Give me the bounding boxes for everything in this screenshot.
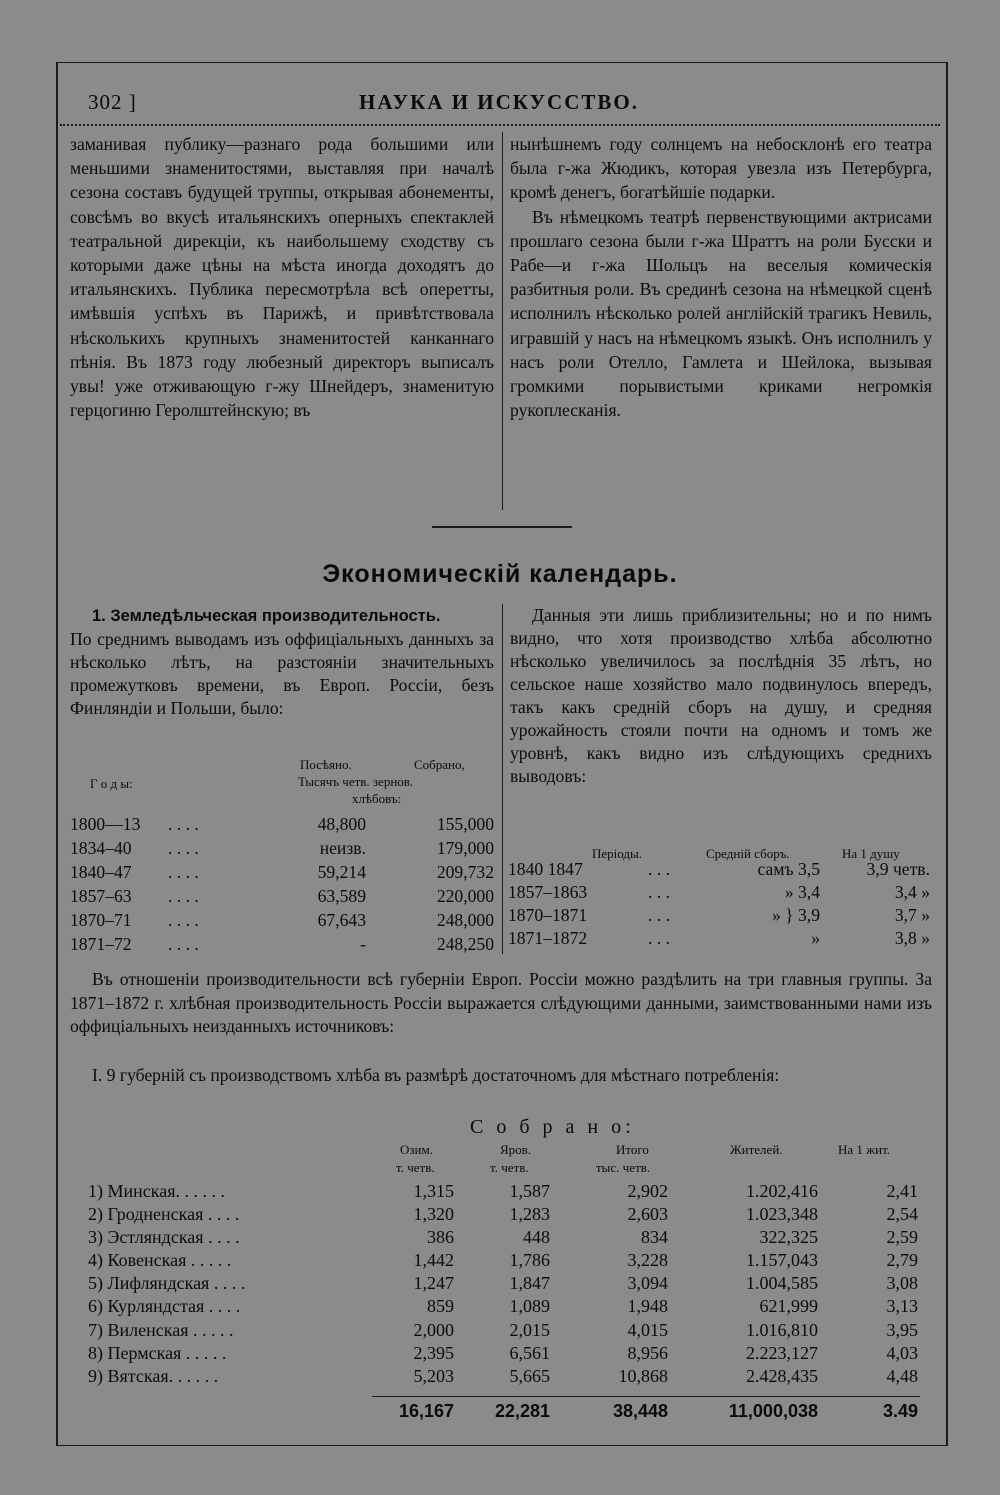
cell-winter: 2,395 <box>413 1342 454 1363</box>
cell-per-inhabitant: 2,54 <box>886 1204 918 1225</box>
cell-spring: 2,015 <box>509 1319 550 1340</box>
column-head-winter: Озим. <box>400 1142 433 1157</box>
cell-total: 3,228 <box>627 1250 668 1271</box>
cell-total: 2,902 <box>627 1181 668 1201</box>
running-header <box>64 90 934 120</box>
cell-dots: . . . . <box>168 862 199 882</box>
total-per-inhabitant: 3.49 <box>882 1401 918 1421</box>
total-winter: 16,167 <box>398 1401 454 1421</box>
cell-spring: 6,561 <box>509 1342 550 1363</box>
cell-province: 2) Гродненская . . . . <box>88 1204 240 1225</box>
column-head-total: Итого <box>616 1142 649 1157</box>
cell-per-inhabitant: 3,08 <box>886 1273 918 1294</box>
table-row <box>88 1365 918 1388</box>
totals-row <box>88 1400 918 1423</box>
cell-winter: 1,442 <box>413 1250 454 1271</box>
cell-province: 5) Лифляндская . . . . <box>88 1273 246 1294</box>
mid-right-column <box>510 604 932 788</box>
cell-gathered: 209,732 <box>436 862 494 882</box>
running-title: НАУКА И ИСКУССТВО. <box>359 90 639 114</box>
cell-per-soul: 3,7 » <box>894 905 930 925</box>
column-head-units: т. четв. <box>396 1160 435 1175</box>
cell-average: самъ 3,5 <box>757 859 820 879</box>
table-provinces-totals <box>88 1400 918 1423</box>
column-head-units: Тысячъ четв. зернов. <box>298 774 414 789</box>
cell-population: 1.202,416 <box>746 1181 818 1201</box>
cell-per-inhabitant: 2,41 <box>886 1181 918 1201</box>
cell-total: 834 <box>641 1227 668 1248</box>
cell-total: 2,603 <box>627 1204 668 1225</box>
section-divider <box>432 526 572 528</box>
cell-total: 8,956 <box>627 1342 668 1363</box>
table-row <box>508 881 930 904</box>
table-row <box>70 812 494 836</box>
cell-winter: 859 <box>427 1296 454 1317</box>
table-average-yield <box>508 858 930 950</box>
cell-dots: . . . <box>648 928 670 948</box>
cell-dots: . . . . <box>168 886 199 906</box>
paragraph: заманивая публику—разнаго рода большими или меньшими знаменитостями, выставляя при началѣ сезона составъ будущей труппы, открывая абонементы, совсѣмъ во вкусѣ итальянскихъ оперныхъ спектаклей театральной дирекціи, къ наибольшему сходству съ которыми даже цѣны на мѣста иногда доходятъ до итальянскихъ. Публика пересмотрѣла всѣ оперетты, имѣвшія успѣхъ въ Парижѣ, и привѣтствовала нѣсколькихъ крупныхъ знаменитостей канканнаго пѣнія. Въ 1873 году любезный директоръ выписалъ увы! уже отживающую г-жу Шнейдеръ, знаменитую герцогиню Геролштейнскую; въ <box>70 134 494 421</box>
table-row <box>508 858 930 881</box>
cell-population: 322,325 <box>759 1227 818 1248</box>
cell-dots: . . . <box>648 905 670 925</box>
table-provinces <box>88 1180 918 1388</box>
cell-dots: . . . . <box>168 910 199 930</box>
table-row <box>88 1226 918 1249</box>
cell-population: 1.016,810 <box>746 1319 818 1340</box>
cell-sown: - <box>360 934 366 954</box>
cell-spring: 1,089 <box>509 1296 550 1317</box>
cell-per-inhabitant: 2,59 <box>886 1227 918 1248</box>
cell-winter: 1,315 <box>413 1181 454 1201</box>
paragraph-groups: Въ отношеніи производительности всѣ губерніи Европ. Россіи можно раздѣлить на три главныя группы. За 1871–1872 г. хлѣбная производительность Россіи выражается слѣдующими данными, заимствованными нами изъ оффиціальныхъ неизданныхъ источниковъ: <box>70 969 932 1036</box>
cell-dots: . . . . <box>168 838 199 858</box>
cell-years: 1834–40 <box>70 838 132 858</box>
cell-years: 1857–63 <box>70 886 132 906</box>
table-row <box>70 836 494 860</box>
cell-per-soul: 3,8 » <box>894 928 930 948</box>
cell-period: 1871–1872 <box>508 928 588 948</box>
cell-years: 1800—13 <box>70 814 141 834</box>
total-spring: 22,281 <box>494 1401 550 1421</box>
column-head-gathered: С о б р а н о: <box>470 1116 635 1138</box>
cell-gathered: 248,250 <box>436 934 494 954</box>
table-row <box>70 932 494 956</box>
cell-sown: 63,589 <box>317 886 366 906</box>
cell-spring: 5,665 <box>509 1365 550 1386</box>
cell-province: 8) Пермская . . . . . <box>88 1342 227 1363</box>
cell-average: » 3,4 <box>784 882 820 902</box>
column-divider <box>502 604 503 954</box>
cell-gathered: 155,000 <box>436 814 494 834</box>
paragraph: Данныя эти лишь приблизительны; но и по нимъ видно, что хотя производство хлѣба абсолютно нѣсколько увеличилось за послѣднія 35 лѣтъ, но сельское наше хозяйство мало подвинулось впередъ, такъ какъ средній сборъ на душу, и средняя урожайность стояли почти на одномъ и томъ же уровнѣ, какъ видно изъ слѣдующихъ среднихъ выводовъ: <box>510 605 932 786</box>
cell-spring: 1,283 <box>509 1204 550 1225</box>
cell-total: 10,868 <box>618 1365 668 1386</box>
cell-province: 9) Вятская. . . . . . <box>88 1365 219 1386</box>
page-number: 302 ] <box>88 90 137 114</box>
total-total: 38,448 <box>612 1401 668 1421</box>
column-head-gathered: Собрано, <box>414 757 465 772</box>
cell-period: 1870–1871 <box>508 905 588 925</box>
cell-per-inhabitant: 4,48 <box>886 1365 918 1386</box>
paragraph: нынѣшнемъ году солнцемъ на небосклонѣ его театра была г-жа Жюдикъ, которая увезла изъ Петербурга, кромѣ денегъ, богатѣйшіе подарки. <box>510 134 932 203</box>
cell-sown: 59,214 <box>317 862 366 882</box>
cell-spring: 1,786 <box>509 1250 550 1271</box>
cell-per-inhabitant: 2,79 <box>886 1250 918 1271</box>
cell-per-inhabitant: 4,03 <box>886 1342 918 1363</box>
cell-total: 3,094 <box>627 1273 668 1294</box>
cell-years: 1870–71 <box>70 910 132 930</box>
cell-province: 4) Ковенская . . . . . <box>88 1250 232 1271</box>
paragraph: По среднимъ выводамъ изъ оффиціальныхъ данныхъ за нѣсколько лѣтъ, на разстояніи значительныхъ промежутковъ времени, въ Европ. Россіи, безъ Финляндіи и Польши, было: <box>70 629 494 718</box>
cell-spring: 448 <box>523 1227 550 1248</box>
cell-winter: 1,247 <box>413 1273 454 1294</box>
cell-per-soul: 3,9 четв. <box>866 859 930 879</box>
cell-years: 1871–72 <box>70 934 132 954</box>
cell-population: 2.223,127 <box>746 1342 818 1363</box>
column-head-units: тыс. четв. <box>596 1160 651 1175</box>
cell-per-inhabitant: 3,95 <box>886 1319 918 1340</box>
column-head-per-soul: На 1 душу <box>842 846 900 861</box>
cell-spring: 1,847 <box>509 1273 550 1294</box>
column-head-per-inhabitant: На 1 жит. <box>838 1142 891 1157</box>
paragraph-group-1 <box>70 1064 932 1088</box>
top-right-column <box>510 132 932 422</box>
table-row <box>88 1249 918 1272</box>
cell-province: 7) Виленская . . . . . <box>88 1319 234 1340</box>
cell-total: 4,015 <box>627 1319 668 1340</box>
cell-population: 1.023,348 <box>746 1204 818 1225</box>
cell-winter: 386 <box>427 1227 454 1248</box>
paragraph: Въ нѣмецкомъ театрѣ первенствующими актрисами прошлаго сезона были г-жа Шраттъ на роли Бусски и Рабе—и г-жа Шольцъ на веселыя комическія разбитныя роли. Въ срединѣ сезона на нѣмецкой сценѣ исполнилъ нѣсколько ролей англійскій трагикъ Невиль, игравшій у насъ на нѣмецкомъ языкѣ. Онъ исполнилъ у насъ роли Отелло, Гамлета и Шейлока, вызывая громкими порывистыми криками негромкія рукоплесканія. <box>510 206 932 421</box>
table-row <box>88 1272 918 1295</box>
cell-winter: 2,000 <box>413 1319 454 1340</box>
column-head-spring: Яров. <box>500 1142 532 1157</box>
totals-rule <box>372 1396 920 1397</box>
cell-dots: . . . <box>648 859 670 879</box>
cell-population: 2.428,435 <box>746 1365 818 1386</box>
cell-dots: . . . <box>648 882 670 902</box>
cell-population: 1.157,043 <box>746 1250 818 1271</box>
cell-population: 621,999 <box>759 1296 818 1317</box>
cell-gathered: 179,000 <box>436 838 494 858</box>
table-row <box>88 1319 918 1342</box>
cell-average: » <box>811 928 820 948</box>
cell-gathered: 220,000 <box>436 886 494 906</box>
cell-gathered: 248,000 <box>436 910 494 930</box>
mid-left-column <box>70 604 494 720</box>
total-population: 11,000,038 <box>728 1401 818 1421</box>
table-row <box>88 1295 918 1318</box>
top-left-column <box>70 132 494 422</box>
column-divider <box>502 132 503 510</box>
column-head-average: Средній сборъ. <box>706 846 790 861</box>
column-head-years: Г о д ы: <box>90 776 133 791</box>
cell-dots: . . . . <box>168 814 199 834</box>
table-row <box>70 908 494 932</box>
table-production-periods <box>70 812 494 956</box>
section-title: Экономическій календарь. <box>322 560 678 588</box>
group-1-heading: I. 9 губерній съ производствомъ хлѣба въ размѣрѣ достаточномъ для мѣстнаго потребленія: <box>92 1065 780 1085</box>
table-row <box>88 1180 918 1203</box>
cell-sown: 48,800 <box>317 814 366 834</box>
cell-per-inhabitant: 3,13 <box>886 1296 918 1317</box>
column-head-sown: Посѣяно. <box>300 757 352 772</box>
cell-years: 1840–47 <box>70 862 132 882</box>
table-row <box>70 884 494 908</box>
cell-average: » } 3,9 <box>771 905 820 925</box>
cell-total: 1,948 <box>627 1296 668 1317</box>
cell-province: 6) Курляндстая . . . . <box>88 1296 241 1317</box>
column-head-period: Періоды. <box>592 846 642 861</box>
table-row <box>88 1342 918 1365</box>
subsection-title: 1. Земледѣльческая производительность. <box>92 607 441 625</box>
cell-province: 1) Минская. . . . . . <box>88 1181 225 1201</box>
cell-winter: 5,203 <box>413 1365 454 1386</box>
cell-per-soul: 3,4 » <box>894 882 930 902</box>
table-row <box>88 1203 918 1226</box>
table-row <box>70 860 494 884</box>
cell-sown: неизв. <box>319 838 366 858</box>
cell-dots: . . . . <box>168 934 199 954</box>
column-head-units: т. четв. <box>490 1160 529 1175</box>
cell-sown: 67,643 <box>317 910 366 930</box>
column-head-inhabitants: Жителей. <box>730 1142 783 1157</box>
cell-period: 1840 1847 <box>508 859 583 879</box>
table-row <box>508 904 930 927</box>
cell-population: 1.004,585 <box>746 1273 818 1294</box>
cell-province: 3) Эстляндская . . . . <box>88 1227 240 1248</box>
column-head-units: хлѣбовъ: <box>352 791 402 806</box>
cell-winter: 1,320 <box>413 1204 454 1225</box>
cell-spring: 1,587 <box>509 1181 550 1201</box>
cell-period: 1857–1863 <box>508 882 588 902</box>
table-row <box>508 927 930 950</box>
